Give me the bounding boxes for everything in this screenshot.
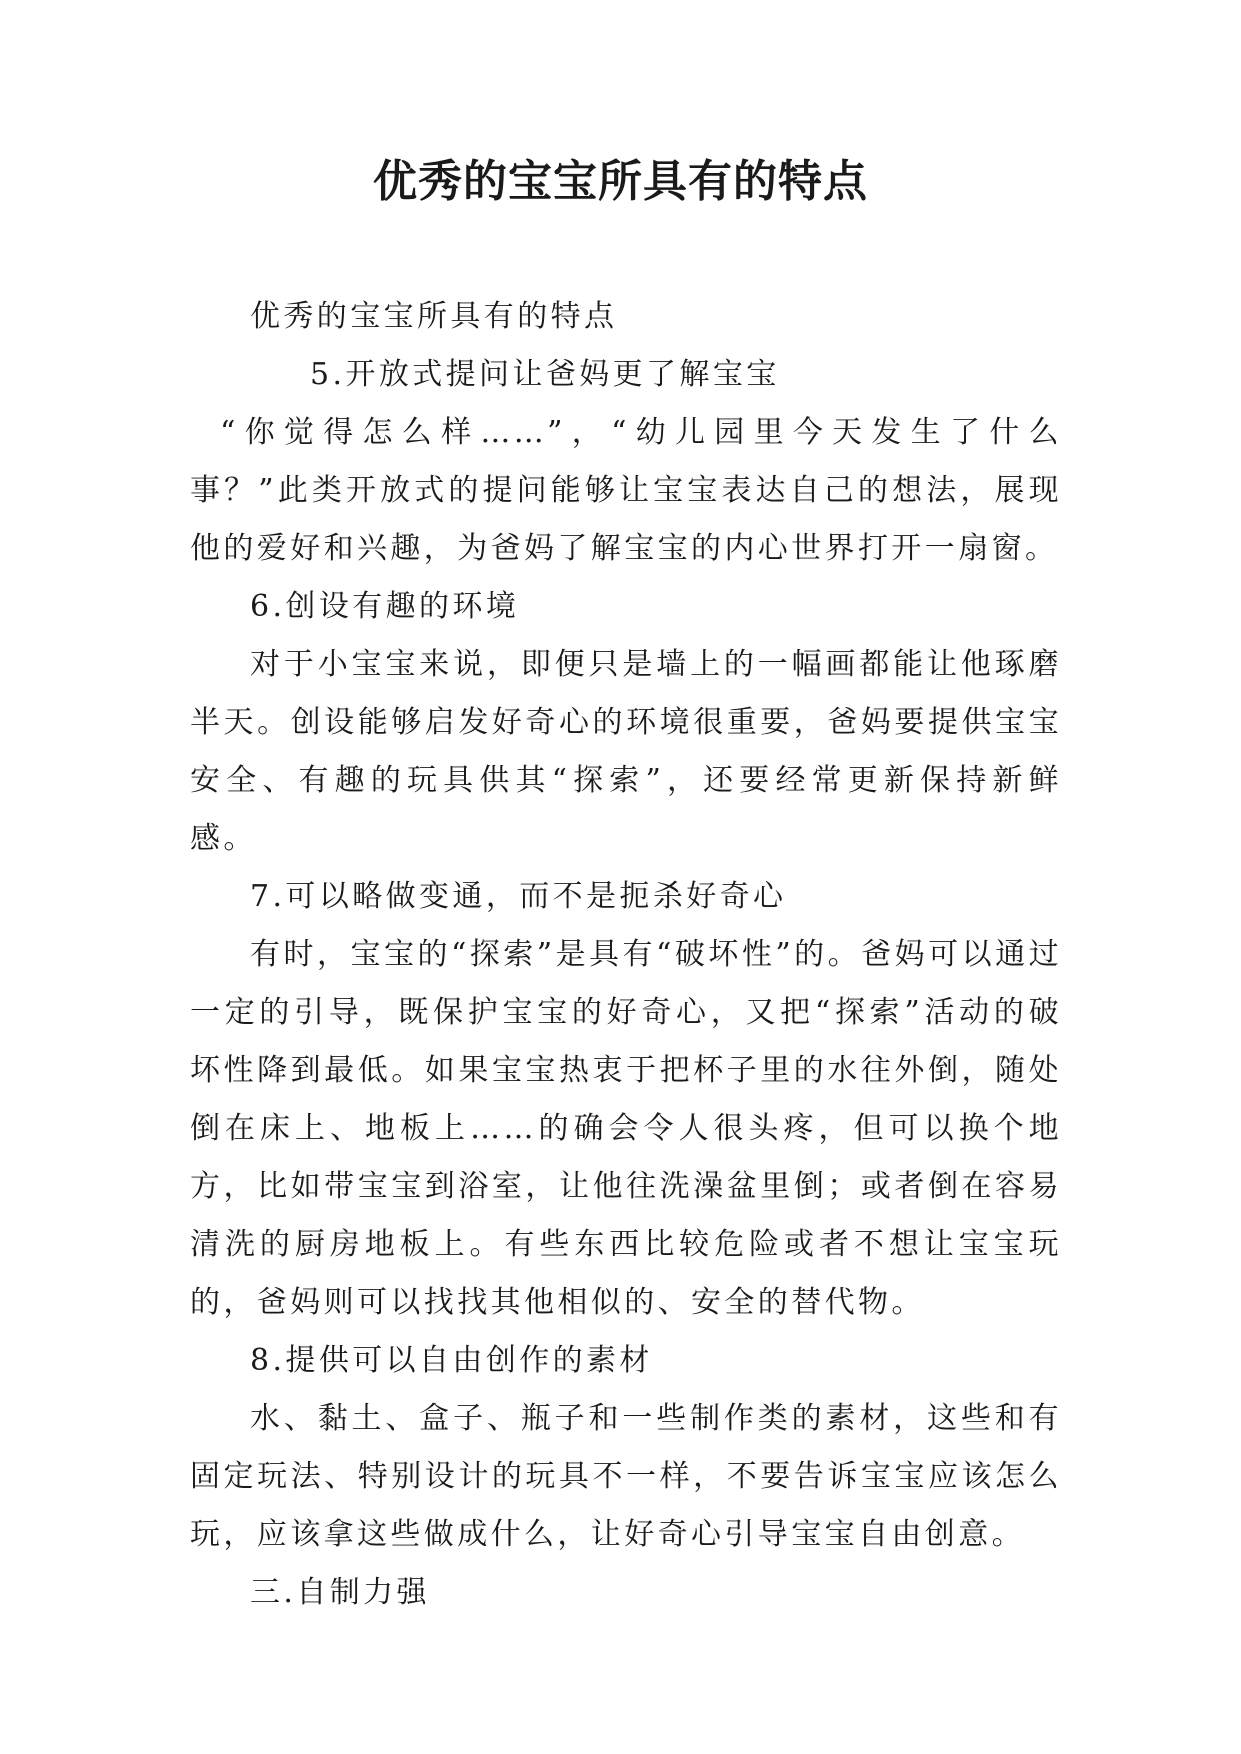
paragraph-creative-materials: 水、黏土、盒子、瓶子和一些制作类的素材，这些和有固定玩法、特别设计的玩具不一样，不要告诉宝宝应该怎么玩，应该拿这些做成什么，让好奇心引导宝宝自由创意。 — [190, 1401, 1062, 1552]
paragraph-destructive-exploration: 有时，宝宝的“探索”是具有“破坏性”的。爸妈可以通过一定的引导，既保护宝宝的好奇心，又把“探索”活动的破坏性降到最低。如果宝宝热衷于把杯子里的水往外倒，随处倒在床上、地板上……的确会令人很头疼，但可以换个地方，比如带宝宝到浴室，让他往洗澡盆里倒；或者倒在容易清洗的厨房地板上。有些东西比较危险或者不想让宝宝玩的，爸妈则可以找找其他相似的、安全的替代物。 — [190, 937, 1062, 1320]
section-heading-self-control: 三.自制力强 — [250, 1575, 430, 1610]
section-heading-5: 5.开放式提问让爸妈更了解宝宝 — [310, 357, 780, 392]
paragraph-open-questions: “你觉得怎么样……”，“幼儿园里今天发生了什么事？”此类开放式的提问能够让宝宝表达自己的想法，展现他的爱好和兴趣，为爸妈了解宝宝的内心世界打开一扇窗。 — [190, 415, 1062, 566]
document-body — [190, 288, 1062, 1622]
document-title: 优秀的宝宝所具有的特点 — [373, 156, 868, 207]
section-heading-8: 8.提供可以自由创作的素材 — [250, 1343, 653, 1378]
paragraph-environment: 对于小宝宝来说，即便只是墙上的一幅画都能让他琢磨半天。创设能够启发好奇心的环境很重要，爸妈要提供宝宝安全、有趣的玩具供其“探索”，还要经常更新保持新鲜感。 — [190, 647, 1062, 856]
paragraph-subtitle: 优秀的宝宝所具有的特点 — [250, 299, 618, 334]
section-heading-6: 6.创设有趣的环境 — [250, 589, 520, 624]
section-heading-7: 7.可以略做变通，而不是扼杀好奇心 — [250, 879, 787, 914]
